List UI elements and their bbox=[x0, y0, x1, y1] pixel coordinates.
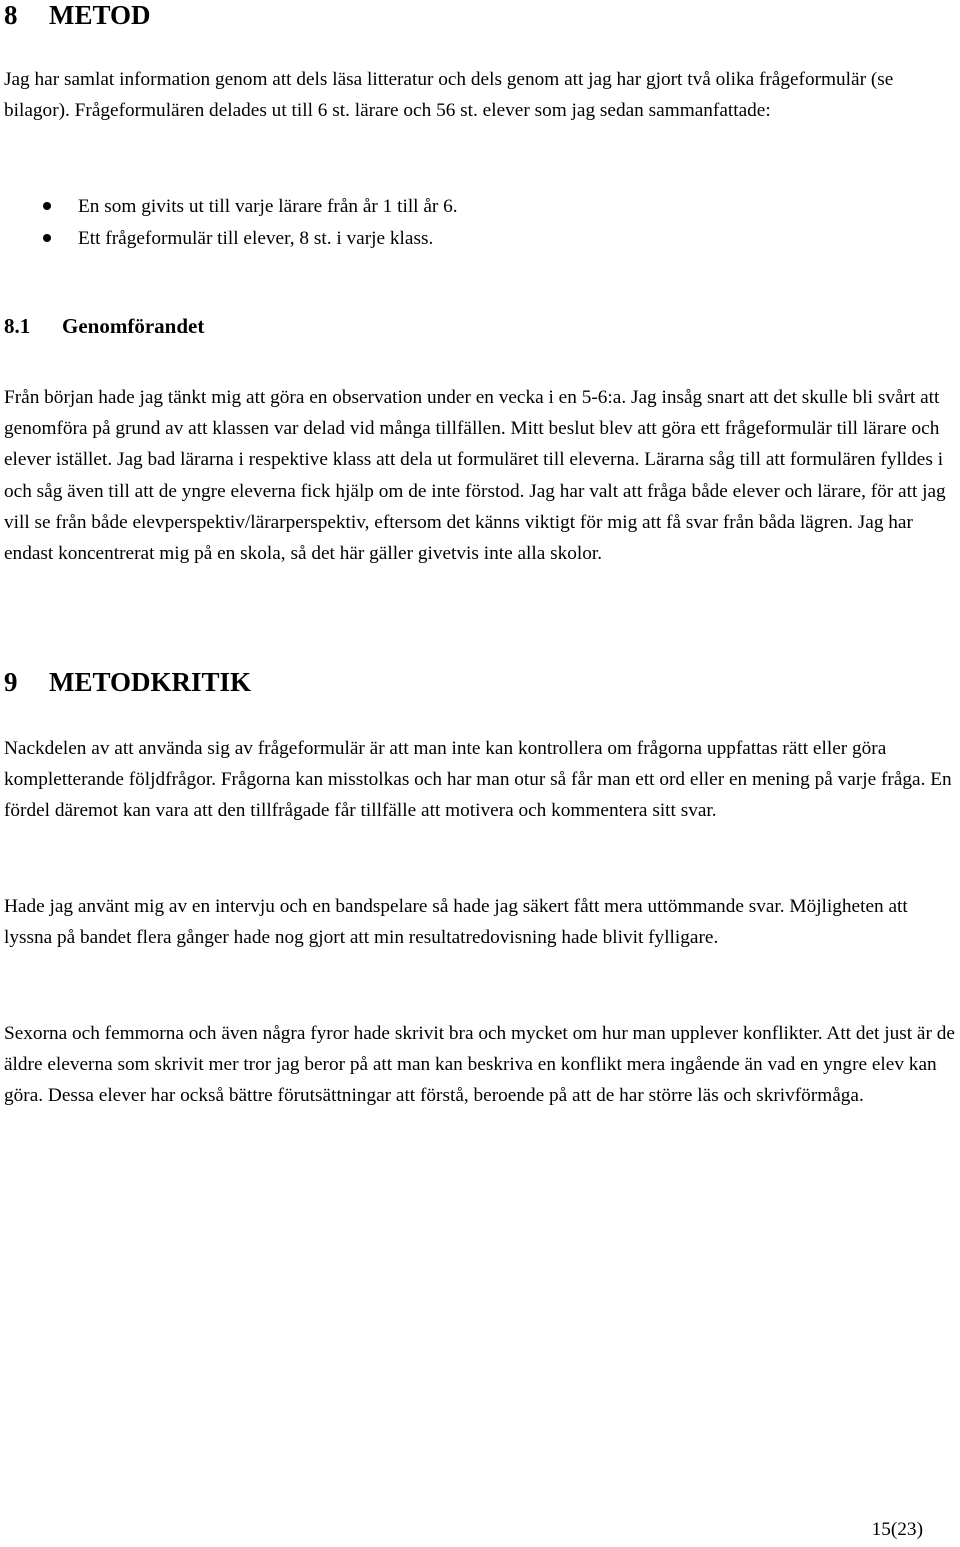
list-item-text: En som givits ut till varje lärare från år 1 till år 6. bbox=[78, 196, 458, 217]
genomforandet-paragraph: Från början hade jag tänkt mig att göra en observation under en vecka i en 5-6:a. Jag insåg snart att det skulle bli svårt att genomföra på grund av att klassen var delad vid många tillfällen. Mitt beslut blev att göra ett frågeformulär till lärare och elever istället. Jag bad lärarna i respektive klass att dela ut formuläret till eleverna. Lärarna såg till att formulären fylldes i och såg även till att de yngre eleverna fick hjälp om de inte förstod. Jag har valt att fråga både elever och lärare, för att jag vill se från både elevperspektiv/lärarperspektiv, eftersom det känns viktigt för mig att få svar från båda lägren. Jag har endast koncentrerat mig på en skola, så det här gäller givetvis inte alla skolor. bbox=[4, 387, 946, 565]
section-heading-metod bbox=[4, 0, 151, 30]
subsection-number: 8.1 bbox=[4, 314, 31, 338]
intro-paragraph: Jag har samlat information genom att dels läsa litteratur och dels genom att jag har gjort två olika frågeformulär (se bilagor). Frågeformulären delades ut till 6 st. lärare och 56 st. elever som jag sedan sammanfattade: bbox=[4, 69, 894, 122]
section-title: METODKRITIK bbox=[49, 667, 252, 697]
metodkritik-paragraph-1: Nackdelen av att använda sig av frågeformulär är att man inte kan kontrollera om frågorna uppfattas rätt eller göra kompletterande följdfrågor. Frågorna kan misstolkas och har man otur så får man ett ord eller en mening på varje fråga. En fördel däremot kan vara att den tillfrågade får tillfälle att motivera och kommentera sitt svar. bbox=[4, 738, 952, 822]
list-item bbox=[4, 223, 458, 255]
metodkritik-paragraph-2: Hade jag använt mig av en intervju och en bandspelare så hade jag säkert fått mera uttömmande svar. Möjligheten att lyssna på bandet flera gånger hade nog gjort att min resultatredovisning hade blivit fylligare. bbox=[4, 896, 908, 949]
list-item bbox=[4, 191, 458, 223]
bullet-icon bbox=[43, 234, 51, 242]
questionnaire-list bbox=[4, 191, 458, 254]
section-number: 9 bbox=[4, 667, 18, 697]
subsection-title: Genomförandet bbox=[62, 314, 205, 338]
metodkritik-paragraph-3: Sexorna och femmorna och även några fyror hade skrivit bra och mycket om hur man upplever konflikter. Att det just är de äldre eleverna som skrivit mer tror jag beror på att man kan beskriva en konflikt mera ingående än vad en yngre elev kan göra. Dessa elever har också bättre förutsättningar att förstå, beroende på att de har större läs och skrivförmåga. bbox=[4, 1023, 955, 1107]
section-title: METOD bbox=[49, 0, 151, 30]
page-number: 15(23) bbox=[871, 1519, 923, 1540]
subsection-heading-genomforandet bbox=[4, 314, 204, 338]
bullet-icon bbox=[43, 202, 51, 210]
list-item-text: Ett frågeformulär till elever, 8 st. i varje klass. bbox=[78, 227, 434, 249]
section-number: 8 bbox=[4, 0, 18, 30]
section-heading-metodkritik bbox=[4, 667, 251, 697]
